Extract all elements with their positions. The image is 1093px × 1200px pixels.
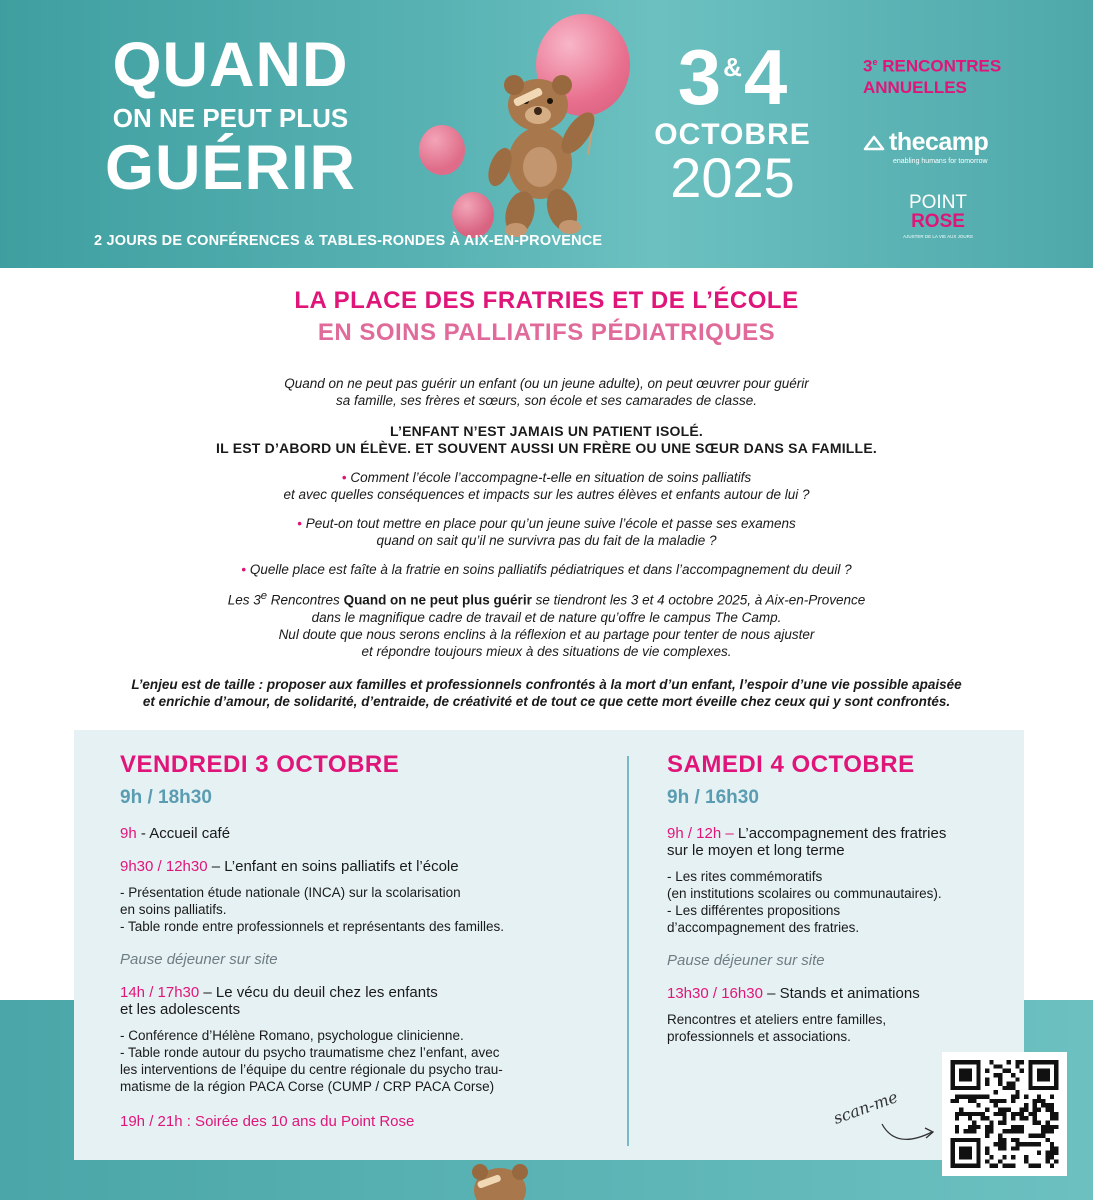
date-ampersand: & (723, 52, 742, 82)
bullet-line: quand on sait qu’il ne survivra pas du fait de la maladie ? (376, 533, 717, 548)
item-details (120, 884, 590, 935)
detail-line: matisme de la région PACA Corse (CUMP / CRP PACA Corse) (120, 1079, 495, 1094)
enjeu-line: L’enjeu est de taille : proposer aux familles et professionnels confrontés à la mort d’un enfant, l’espoir d’une vie possible apaisée (131, 676, 962, 692)
item-title: L’accompagnement des fratries (733, 825, 947, 842)
thecamp-logo (863, 128, 988, 165)
teddy-bear-illustration (478, 75, 608, 240)
rencontres-line: dans le magnifique cadre de travail et de nature qu’offre le campus The Camp. (311, 609, 782, 625)
detail-line: - Présentation étude nationale (INCA) sur la scolarisation (120, 885, 461, 900)
rencontres-number: 3 (863, 56, 873, 76)
lead-line: sa famille, ses frères et sœurs, son école et ses camarades de classe. (336, 393, 757, 408)
scan-me-label: scan-me (830, 1087, 901, 1128)
header-banner (0, 0, 1093, 268)
item-time: 9h30 / 12h30 (120, 858, 208, 875)
title-line-3: GUÉRIR (104, 133, 357, 203)
lead-paragraph (0, 375, 1093, 409)
friday-hours: 9h / 18h30 (120, 787, 212, 808)
rencontres-line: et répondre toujours mieux à des situations de vie complexes. (361, 643, 732, 659)
detail-line: (en institutions scolaires ou communautaires). (667, 886, 942, 901)
rencontres-line-1: RENCONTRES (882, 56, 1002, 76)
bullet-line: Quelle place est faîte à la fratrie en soins palliatifs pédiatriques et dans l’accompagnement du deuil ? (249, 562, 852, 577)
lunch-break: Pause déjeuner sur site (667, 952, 825, 969)
item-title: – Stands et animations (762, 985, 920, 1002)
curved-arrow-icon (878, 1110, 938, 1150)
lead-line: Quand on ne peut pas guérir un enfant (ou un jeune adulte), on peut œuvrer pour guérir (284, 376, 809, 391)
question-bullet (0, 515, 1093, 549)
item-title-cont: et les adolescents (120, 1001, 241, 1018)
detail-line: professionnels et associations. (667, 1029, 851, 1044)
title-line-1: QUAND (112, 30, 349, 100)
key-statement (0, 423, 1093, 457)
thecamp-icon (863, 135, 885, 151)
intro-section (0, 287, 1093, 710)
column-divider (627, 756, 629, 1146)
detail-line: - Table ronde autour du psycho traumatisme chez l’enfant, avec (120, 1045, 500, 1060)
event-dates (650, 33, 815, 209)
rencontres-text: se tiendront les 3 et 4 octobre 2025, à Aix-en-Provence (531, 592, 866, 608)
point-rose-logo (903, 193, 973, 239)
item-title: – Le vécu du deuil chez les enfants (199, 984, 438, 1001)
thecamp-name: thecamp (889, 128, 989, 156)
section-title-line-2: EN SOINS PALLIATIFS PÉDIATRIQUES (317, 319, 776, 346)
event-title (88, 30, 373, 203)
detail-line: - Table ronde entre professionnels et représentants des familles. (120, 919, 504, 934)
detail-line: Rencontres et ateliers entre familles, (667, 1012, 887, 1027)
enjeu-paragraph (0, 676, 1093, 710)
item-details (120, 1027, 590, 1095)
saturday-program (667, 752, 1007, 1045)
item-time: 9h (120, 825, 137, 842)
point-rose-line-1: POINT (908, 192, 968, 213)
program-item (120, 858, 590, 935)
program-item (120, 984, 590, 1095)
saturday-day-title: SAMEDI 4 OCTOBRE (667, 751, 915, 778)
rencontres-superscript: e (260, 590, 268, 602)
item-details (667, 1011, 1007, 1045)
qr-code[interactable] (942, 1052, 1067, 1176)
detail-line: - Conférence d’Hélène Romano, psychologue clinicienne. (120, 1028, 464, 1043)
thecamp-tagline: enabling humans for tomorrow (893, 158, 988, 165)
point-rose-tagline: AJUSTER DE LA VIE AUX JOURS (903, 234, 973, 239)
saturday-hours: 9h / 16h30 (667, 787, 759, 808)
rencontres-text: Rencontres (267, 592, 344, 608)
program-item (120, 825, 590, 842)
item-time: 9h / 12h – (667, 825, 734, 842)
event-subtitle: 2 JOURS DE CONFÉRENCES & TABLES-RONDES À AIX-EN-PROVENCE (94, 233, 603, 249)
item-title-cont: sur le moyen et long terme (667, 842, 845, 859)
teddy-bear-footer-illustration (455, 1160, 545, 1200)
item-time: 14h / 17h30 (120, 984, 200, 1001)
rencontres-event-name: Quand on ne peut plus guérir (343, 592, 532, 608)
rencontres-superscript: e (872, 57, 878, 67)
key-statement-line: L’ENFANT N’EST JAMAIS UN PATIENT ISOLÉ. (390, 423, 703, 439)
bullet-dot-icon: • (297, 516, 302, 531)
bullet-line: Peut-on tout mettre en place pour qu’un jeune suive l’école et passe ses examens (305, 516, 796, 531)
detail-line: - Les différentes propositions (667, 903, 841, 918)
lunch-break: Pause déjeuner sur site (120, 951, 278, 968)
item-title: - Accueil café (136, 825, 231, 842)
detail-line: d’accompagnement des fratries. (667, 920, 860, 935)
program-item (667, 985, 1007, 1045)
date-day-1: 3 (677, 33, 722, 121)
rencontres-paragraph (0, 588, 1093, 660)
date-day-2: 4 (743, 33, 788, 121)
date-month: OCTOBRE (654, 118, 811, 151)
detail-line: en soins palliatifs. (120, 902, 227, 917)
bullet-dot-icon: • (341, 470, 347, 485)
section-title-line-1: LA PLACE DES FRATRIES ET DE L’ÉCOLE (294, 287, 799, 314)
friday-program (120, 752, 590, 1130)
rencontres-line: Nul doute que nous serons enclins à la réflexion et au partage pour tenter de nous ajuster (278, 626, 815, 642)
balloon-small-illustration (419, 125, 465, 175)
detail-line: les interventions de l’équipe du centre régionale du psycho trau- (120, 1062, 503, 1077)
item-details (667, 868, 1007, 936)
rencontres-annuelles-label (863, 52, 1001, 98)
enjeu-line: et enrichie d’amour, de solidarité, d’entraide, de créativité et de tout ce que cette mort éveille chez ceux qui y sont confrontés. (142, 693, 951, 709)
date-year: 2025 (670, 146, 795, 209)
question-bullet (0, 469, 1093, 503)
rencontres-text: Les 3 (227, 592, 261, 608)
program-item (667, 825, 1007, 936)
bullet-line: et avec quelles conséquences et impacts sur les autres élèves et enfants autour de lui ? (283, 487, 810, 502)
item-time: 13h30 / 16h30 (667, 985, 763, 1002)
rencontres-line-2: ANNUELLES (863, 77, 967, 97)
bullet-dot-icon: • (241, 562, 247, 577)
bullet-line: Comment l’école l’accompagne-t-elle en situation de soins palliatifs (350, 470, 752, 485)
question-bullet (0, 561, 1093, 578)
key-statement-line: IL EST D’ABORD UN ÉLÈVE. ET SOUVENT AUSSI UN FRÈRE OU UNE SŒUR DANS SA FAMILLE. (216, 440, 877, 456)
friday-day-title: VENDREDI 3 OCTOBRE (120, 751, 400, 778)
detail-line: - Les rites commémoratifs (667, 869, 823, 884)
item-title: – L’enfant en soins palliatifs et l’école (207, 858, 459, 875)
point-rose-line-2: ROSE (911, 211, 965, 232)
qr-code-icon (950, 1060, 1059, 1168)
evening-event: 19h / 21h : Soirée des 10 ans du Point Rose (120, 1113, 415, 1130)
title-line-2: ON NE PEUT PLUS (112, 103, 349, 133)
